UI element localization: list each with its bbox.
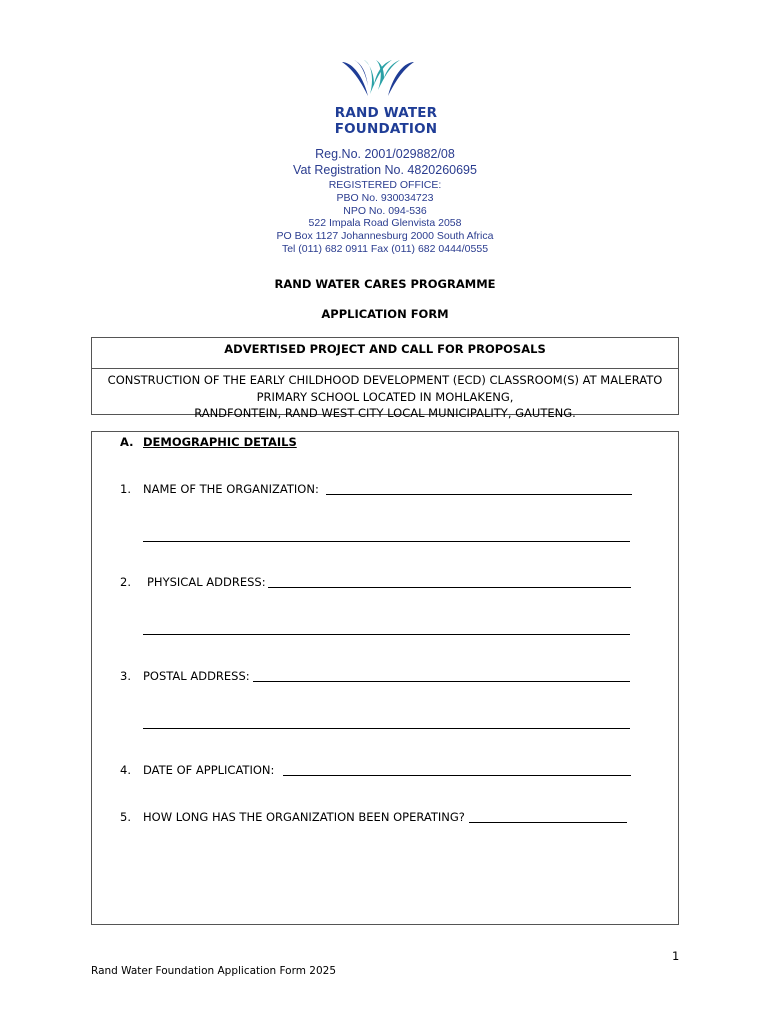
pbo-no: PBO No. 930034723 bbox=[336, 192, 434, 204]
logo-text-line2: FOUNDATION bbox=[334, 121, 438, 137]
section-letter: A. bbox=[120, 435, 134, 449]
question-3-number: 3. bbox=[120, 669, 131, 683]
postal-address-field-line2[interactable] bbox=[143, 728, 630, 729]
question-2-label: PHYSICAL ADDRESS: bbox=[147, 575, 266, 589]
street-address: 522 Impala Road Glenvista 2058 bbox=[308, 217, 462, 229]
physical-address-field[interactable] bbox=[268, 587, 631, 588]
section-title: DEMOGRAPHIC DETAILS bbox=[143, 435, 297, 449]
programme-title: RAND WATER CARES PROGRAMME bbox=[274, 277, 496, 291]
project-box-title: ADVERTISED PROJECT AND CALL FOR PROPOSALS bbox=[224, 342, 546, 356]
reg-no: Reg.No. 2001/029882/08 bbox=[315, 147, 455, 161]
question-5-number: 5. bbox=[120, 810, 131, 824]
question-3-label: POSTAL ADDRESS: bbox=[143, 669, 250, 683]
project-box-divider bbox=[92, 368, 678, 369]
organization-name-field-line2[interactable] bbox=[143, 541, 630, 542]
project-description-line3: RANDFONTEIN, RAND WEST CITY LOCAL MUNICIPALITY, GAUTENG. bbox=[194, 406, 576, 420]
project-description bbox=[92, 372, 678, 422]
question-2-number: 2. bbox=[120, 575, 131, 589]
organization-name-field[interactable] bbox=[326, 494, 632, 495]
question-1-number: 1. bbox=[120, 482, 131, 496]
rand-water-foundation-logo bbox=[334, 58, 438, 138]
question-4-label: DATE OF APPLICATION: bbox=[143, 763, 275, 777]
question-4-number: 4. bbox=[120, 763, 131, 777]
po-box-address: PO Box 1127 Johannesburg 2000 South Africa bbox=[276, 230, 494, 242]
vat-no: Vat Registration No. 4820260695 bbox=[293, 163, 477, 177]
form-title: APPLICATION FORM bbox=[321, 307, 449, 321]
rand-water-waves-icon bbox=[340, 58, 416, 98]
project-description-line1: CONSTRUCTION OF THE EARLY CHILDHOOD DEVELOPMENT (ECD) CLASSROOM(S) AT MALERATO bbox=[107, 373, 663, 387]
page-number: 1 bbox=[672, 949, 680, 963]
question-5-label: HOW LONG HAS THE ORGANIZATION BEEN OPERATING? bbox=[143, 810, 465, 824]
physical-address-field-line2[interactable] bbox=[143, 634, 630, 635]
npo-no: NPO No. 094-536 bbox=[343, 205, 427, 217]
postal-address-field[interactable] bbox=[253, 681, 630, 682]
date-of-application-field[interactable] bbox=[283, 775, 631, 776]
project-box bbox=[91, 337, 679, 420]
project-description-line2: PRIMARY SCHOOL LOCATED IN MOHLAKENG, bbox=[256, 389, 514, 404]
registered-office-label: REGISTERED OFFICE: bbox=[328, 179, 442, 191]
tel-fax: Tel (011) 682 0911 Fax (011) 682 0444/0555 bbox=[281, 243, 489, 255]
operating-duration-field[interactable] bbox=[469, 822, 627, 823]
footer-text: Rand Water Foundation Application Form 2025 bbox=[91, 965, 336, 977]
question-1-label: NAME OF THE ORGANIZATION: bbox=[143, 482, 319, 496]
logo-text-line1: RAND WATER bbox=[334, 105, 438, 121]
